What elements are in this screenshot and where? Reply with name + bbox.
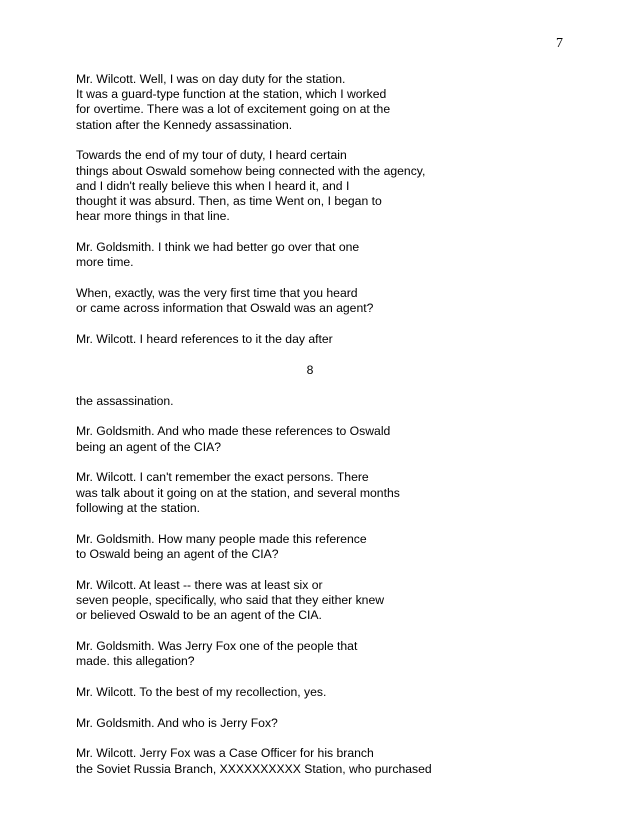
transcript-line: more time. [76, 255, 134, 270]
transcript-line: thought it was absurd. Then, as time Went on, I began to [76, 194, 382, 209]
transcript-bottom-block [76, 394, 516, 777]
transcript-paragraph [76, 148, 516, 224]
transcript-line: was talk about it going on at the station, and several months [76, 485, 400, 500]
transcript-line: things about Oswald somehow being connected with the agency, [76, 163, 426, 178]
transcript-line: Mr. Wilcott. At least -- there was at least six or [76, 577, 323, 592]
transcript-line: and I didn't really believe this when I heard it, and I [76, 178, 350, 193]
transcript-line: or came across information that Oswald was an agent? [76, 301, 374, 316]
transcript-paragraph [76, 332, 516, 347]
transcript-paragraph [76, 685, 516, 700]
transcript-line: Mr. Goldsmith. I think we had better go over that one [76, 240, 360, 255]
transcript-paragraph [76, 578, 516, 624]
transcript-line: Mr. Goldsmith. Was Jerry Fox one of the people that [76, 638, 358, 653]
transcript-line: Mr. Wilcott. To the best of my recollection, yes. [76, 684, 327, 699]
transcript-line: or believed Oswald to be an agent of the CIA. [76, 608, 322, 623]
transcript-paragraph [76, 746, 516, 776]
transcript-paragraph [76, 286, 516, 316]
transcript-paragraph [76, 470, 516, 516]
transcript-page-number: 8 [306, 362, 314, 377]
transcript-line: When, exactly, was the very first time that you heard [76, 286, 358, 301]
transcript-paragraph [76, 72, 516, 133]
transcript-line: for overtime. There was a lot of excitement going on at the [76, 102, 391, 117]
transcript-line: It was a guard-type function at the station, which I worked [76, 87, 387, 102]
transcript-paragraph [76, 716, 516, 731]
page-number: 7 [556, 36, 563, 51]
transcript-line: Mr. Wilcott. Jerry Fox was a Case Officer for his branch [76, 746, 374, 761]
transcript-line: station after the Kennedy assassination. [76, 117, 293, 132]
transcript-line: the Soviet Russia Branch, XXXXXXXXXX Station, who purchased [76, 761, 432, 776]
transcript-line: the assassination. [76, 393, 174, 408]
transcript-line: following at the station. [76, 500, 200, 515]
transcript-paragraph [76, 639, 516, 669]
transcript-line: Mr. Wilcott. Well, I was on day duty for the station. [76, 72, 346, 86]
transcript-paragraph [76, 424, 516, 454]
transcript-body [76, 72, 516, 792]
transcript-line: being an agent of the CIA? [76, 439, 222, 454]
transcript-line: to Oswald being an agent of the CIA? [76, 546, 279, 561]
transcript-line: Mr. Wilcott. I heard references to it the day after [76, 332, 333, 347]
transcript-paragraph [76, 394, 516, 409]
transcript-line: Mr. Goldsmith. And who is Jerry Fox? [76, 715, 278, 730]
transcript-line: hear more things in that line. [76, 209, 230, 224]
transcript-line: made. this allegation? [76, 654, 195, 669]
transcript-line: Mr. Goldsmith. And who made these references to Oswald [76, 424, 391, 439]
transcript-line: Mr. Wilcott. I can't remember the exact persons. There [76, 470, 369, 485]
transcript-line: seven people, specifically, who said that they either knew [76, 592, 385, 607]
transcript-line: Towards the end of my tour of duty, I heard certain [76, 148, 347, 163]
transcript-paragraph [76, 240, 516, 270]
transcript-paragraph [76, 532, 516, 562]
transcript-top-block [76, 72, 516, 347]
transcript-line: Mr. Goldsmith. How many people made this reference [76, 531, 367, 546]
